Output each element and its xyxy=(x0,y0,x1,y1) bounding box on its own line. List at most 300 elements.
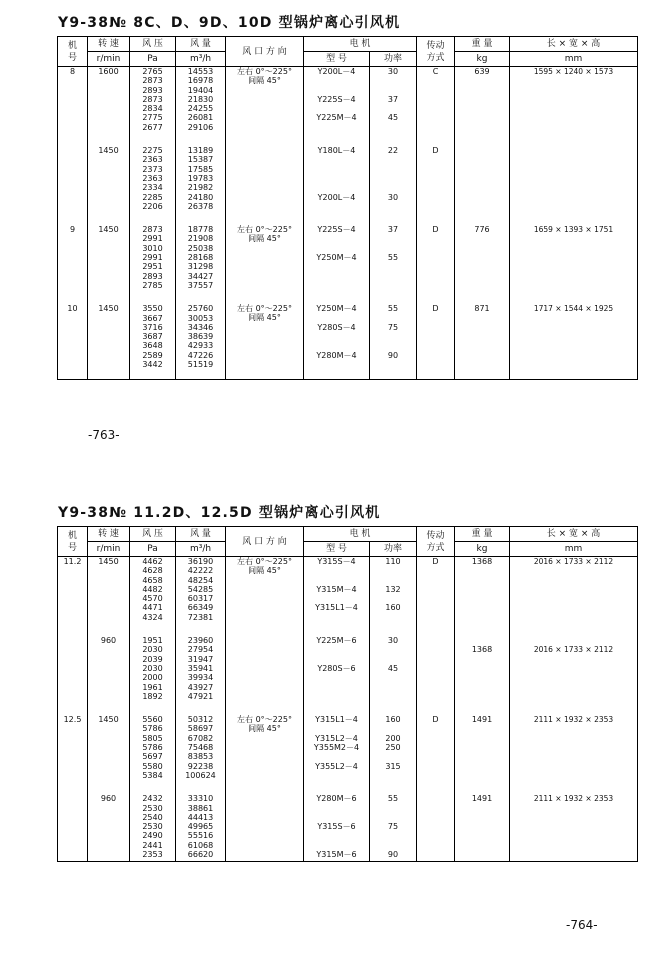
pressure-value: 2285 xyxy=(142,192,163,202)
pressure-value: 1961 xyxy=(142,682,163,692)
flow-value: 34346 xyxy=(187,322,214,332)
motor-power: 45 xyxy=(387,113,399,123)
outlet-direction-text: 左右 0°～225° 间隔 45° xyxy=(237,67,292,85)
cell-drive: D xyxy=(417,715,455,780)
cell-drive: C xyxy=(417,67,455,133)
group-spacer xyxy=(58,701,638,715)
flow-list xyxy=(176,794,225,859)
pressure-value: 2039 xyxy=(142,654,163,664)
flow-value: 29106 xyxy=(187,122,214,132)
flow-value: 28168 xyxy=(187,253,214,263)
motor-power: 37 xyxy=(387,225,399,235)
header-flow: 风 量 xyxy=(176,37,226,52)
header-outlet: 风 口 方 向 xyxy=(226,527,304,557)
motor-model: Y280S－6 xyxy=(317,663,356,673)
pressure-value: 2775 xyxy=(142,113,163,123)
motor-power: 132 xyxy=(385,584,401,594)
group-spacer xyxy=(58,369,638,380)
flow-value: 33310 xyxy=(187,794,214,804)
motor-power-list xyxy=(370,794,416,859)
motor-power: 75 xyxy=(387,822,399,832)
flow-value: 24180 xyxy=(187,192,214,202)
flow-value: 100624 xyxy=(185,770,216,780)
pressure-value: 3648 xyxy=(142,341,163,351)
flow-value: 19783 xyxy=(187,173,214,183)
header-pressure-unit: Pa xyxy=(130,52,176,67)
cell-drive: D xyxy=(417,304,455,369)
cell-weight xyxy=(455,304,510,369)
cell-motor-model xyxy=(304,794,370,859)
flow-value: 19404 xyxy=(187,85,214,95)
pressure-value: 5786 xyxy=(142,724,163,734)
motor-model-list xyxy=(304,146,369,202)
cell-machine-no xyxy=(58,794,88,859)
pressure-list xyxy=(130,146,175,211)
table-row xyxy=(58,715,638,780)
table-row xyxy=(58,557,638,623)
cell-motor-model xyxy=(304,67,370,133)
motor-power-list xyxy=(370,225,416,262)
pressure-value: 3667 xyxy=(142,313,163,323)
pressure-value: 2275 xyxy=(142,146,163,156)
header-weight-unit: kg xyxy=(455,52,510,67)
flow-list xyxy=(176,715,225,780)
pressure-list xyxy=(130,304,175,369)
cell-motor-power xyxy=(370,557,417,623)
flow-value: 72381 xyxy=(187,612,214,622)
flow-value: 27954 xyxy=(187,645,214,655)
header-weight: 重 量 xyxy=(455,37,510,52)
cell-outlet-direction xyxy=(226,67,304,133)
pressure-value: 5580 xyxy=(142,761,163,771)
motor-model-list xyxy=(304,715,369,771)
motor-model: Y280M－6 xyxy=(316,794,357,804)
dimensions-value: 2016 × 1733 × 2112 xyxy=(533,645,614,655)
cell-flow xyxy=(176,67,226,133)
flow-value: 26081 xyxy=(187,113,214,123)
outlet-direction-text: 左右 0°～225° 间隔 45° xyxy=(237,557,292,575)
header-motor: 电 机 xyxy=(304,37,417,52)
motor-model: Y200L－4 xyxy=(317,192,356,202)
cell-drive: D xyxy=(417,225,455,290)
pressure-value: 2030 xyxy=(142,663,163,673)
cell-pressure xyxy=(130,304,176,369)
cell-outlet-direction xyxy=(226,557,304,623)
motor-model: Y315S－4 xyxy=(317,557,356,566)
pressure-value: 2030 xyxy=(142,645,163,655)
pressure-value: 2991 xyxy=(142,234,163,244)
cell-pressure xyxy=(130,146,176,211)
cell-machine-no: 10 xyxy=(58,304,88,369)
dimensions-value: 2111 × 1932 × 2353 xyxy=(533,794,614,804)
pressure-value: 2893 xyxy=(142,271,163,281)
flow-value: 55516 xyxy=(187,831,214,841)
cell-flow xyxy=(176,794,226,859)
motor-power-list xyxy=(370,557,416,613)
motor-power: 45 xyxy=(387,663,399,673)
cell-weight xyxy=(455,146,510,211)
flow-list xyxy=(176,636,225,701)
flow-value: 43927 xyxy=(187,682,214,692)
weight-value: 1491 xyxy=(471,794,493,804)
cell-pressure xyxy=(130,794,176,859)
motor-power: 30 xyxy=(387,67,399,76)
outlet-direction-text: 左右 0°～225° 间隔 45° xyxy=(237,715,292,734)
flow-value: 16978 xyxy=(187,76,214,86)
header-power: 功率 xyxy=(370,52,417,67)
motor-power: 37 xyxy=(387,94,399,104)
header-model: 型 号 xyxy=(304,542,370,557)
motor-model: Y200L－4 xyxy=(317,67,356,76)
cell-dims xyxy=(510,636,638,701)
cell-motor-model xyxy=(304,304,370,369)
weight-value: 776 xyxy=(474,225,490,235)
flow-value: 35941 xyxy=(187,663,214,673)
cell-weight xyxy=(455,67,510,133)
cell-pressure xyxy=(130,225,176,290)
motor-power: 30 xyxy=(387,636,399,646)
header-pressure: 风 压 xyxy=(130,37,176,52)
header-pressure: 风 压 xyxy=(130,527,176,542)
cell-flow xyxy=(176,636,226,701)
motor-power-list xyxy=(370,304,416,360)
cell-machine-no: 8 xyxy=(58,67,88,133)
cell-outlet-direction xyxy=(226,715,304,780)
pressure-value: 4658 xyxy=(142,575,163,585)
pressure-value: 4628 xyxy=(142,566,163,576)
flow-value: 37557 xyxy=(187,280,214,290)
header-speed: 转 速 xyxy=(88,527,130,542)
pressure-value: 4471 xyxy=(142,603,163,613)
pressure-value: 2206 xyxy=(142,201,163,211)
pressure-value: 3550 xyxy=(142,304,163,314)
motor-power-list xyxy=(370,146,416,202)
motor-power: 315 xyxy=(385,761,401,771)
table1-body xyxy=(58,67,638,380)
header-weight: 重 量 xyxy=(455,527,510,542)
dimensions-value: 2111 × 1932 × 2353 xyxy=(533,715,614,725)
cell-outlet-direction xyxy=(226,146,304,211)
cell-weight xyxy=(455,715,510,780)
pressure-value: 2873 xyxy=(142,76,163,86)
weight-value: 639 xyxy=(474,67,490,76)
cell-machine-no: 12.5 xyxy=(58,715,88,780)
pressure-value: 5560 xyxy=(142,715,163,725)
flow-value: 67082 xyxy=(187,733,214,743)
cell-pressure xyxy=(130,636,176,701)
pressure-value: 3716 xyxy=(142,322,163,332)
flow-value: 13189 xyxy=(187,146,214,156)
pressure-list xyxy=(130,67,175,132)
cell-weight xyxy=(455,557,510,623)
motor-model: Y225M－6 xyxy=(316,636,357,646)
cell-motor-power xyxy=(370,304,417,369)
pressure-value: 2677 xyxy=(142,122,163,132)
flow-value: 48254 xyxy=(187,575,214,585)
pressure-value: 4482 xyxy=(142,584,163,594)
page-number-763: -763- xyxy=(88,428,120,442)
pressure-value: 1892 xyxy=(142,691,163,701)
header-speed: 转 速 xyxy=(88,37,130,52)
flow-value: 75468 xyxy=(187,743,214,753)
flow-value: 44413 xyxy=(187,812,214,822)
motor-model: Y180L－4 xyxy=(317,146,356,156)
flow-value: 66620 xyxy=(187,850,214,860)
motor-model-list xyxy=(304,304,369,360)
pressure-value: 2951 xyxy=(142,262,163,272)
pressure-list xyxy=(130,715,175,780)
pressure-list xyxy=(130,225,175,290)
motor-model: Y250M－4 xyxy=(316,304,357,314)
pressure-value: 3687 xyxy=(142,332,163,342)
table-row xyxy=(58,146,638,211)
header-speed-unit: r/min xyxy=(88,542,130,557)
header-flow-unit: m³/h xyxy=(176,542,226,557)
fan-spec-table-2 xyxy=(57,526,638,862)
flow-value: 47921 xyxy=(187,691,214,701)
pressure-value: 2589 xyxy=(142,350,163,360)
cell-speed: 1450 xyxy=(88,715,130,780)
flow-value: 31947 xyxy=(187,654,214,664)
motor-power: 22 xyxy=(387,146,399,156)
flow-value: 49965 xyxy=(187,822,214,832)
motor-power: 90 xyxy=(387,350,399,360)
pressure-value: 2490 xyxy=(142,831,163,841)
pressure-value: 2834 xyxy=(142,104,163,114)
cell-speed: 1600 xyxy=(88,67,130,133)
flow-value: 21830 xyxy=(187,94,214,104)
flow-list xyxy=(176,67,225,132)
header-motor: 电 机 xyxy=(304,527,417,542)
motor-power: 160 xyxy=(385,715,401,725)
header-model: 型 号 xyxy=(304,52,370,67)
flow-value: 15387 xyxy=(187,155,214,165)
flow-value: 14553 xyxy=(187,67,214,76)
header-outlet: 风 口 方 向 xyxy=(226,37,304,67)
pressure-value: 2353 xyxy=(142,850,163,860)
pressure-value: 5384 xyxy=(142,770,163,780)
pressure-value: 2441 xyxy=(142,840,163,850)
pressure-value: 1951 xyxy=(142,636,163,646)
flow-list xyxy=(176,557,225,622)
header-dims-unit: mm xyxy=(510,542,638,557)
header-drive: 传动 方式 xyxy=(417,527,455,557)
cell-drive xyxy=(417,636,455,701)
cell-dims xyxy=(510,557,638,623)
pressure-value: 2363 xyxy=(142,173,163,183)
cell-motor-power xyxy=(370,636,417,701)
table2-title: Y9-38№ 11.2D、12.5D 型锅炉离心引风机 xyxy=(58,505,381,521)
pressure-value: 2893 xyxy=(142,85,163,95)
header-flow-unit: m³/h xyxy=(176,52,226,67)
motor-model: Y225S－4 xyxy=(317,94,356,104)
pressure-value: 2373 xyxy=(142,164,163,174)
flow-value: 17585 xyxy=(187,164,214,174)
pressure-value: 2785 xyxy=(142,280,163,290)
dimensions-value: 1595 × 1240 × 1573 xyxy=(533,67,614,76)
cell-outlet-direction xyxy=(226,225,304,290)
cell-pressure xyxy=(130,715,176,780)
pressure-value: 2991 xyxy=(142,253,163,263)
flow-value: 34427 xyxy=(187,271,214,281)
group-spacer xyxy=(58,780,638,794)
cell-speed: 1450 xyxy=(88,225,130,290)
header-machine-no: 机 号 xyxy=(58,527,88,557)
cell-speed: 960 xyxy=(88,636,130,701)
cell-motor-model xyxy=(304,715,370,780)
motor-model-list xyxy=(304,225,369,262)
cell-speed: 1450 xyxy=(88,557,130,623)
cell-dims xyxy=(510,715,638,780)
pressure-value: 5697 xyxy=(142,752,163,762)
header-pressure-unit: Pa xyxy=(130,542,176,557)
flow-value: 58697 xyxy=(187,724,214,734)
cell-machine-no: 11.2 xyxy=(58,557,88,623)
pressure-value: 2873 xyxy=(142,94,163,104)
pressure-value: 2765 xyxy=(142,67,163,76)
motor-model: Y355M2－4 xyxy=(313,743,360,753)
flow-value: 66349 xyxy=(187,603,214,613)
motor-model: Y315L2－4 xyxy=(315,733,358,743)
group-spacer xyxy=(58,132,638,146)
header-power: 功率 xyxy=(370,542,417,557)
motor-model: Y280M－4 xyxy=(316,350,357,360)
cell-pressure xyxy=(130,67,176,133)
motor-power: 200 xyxy=(385,733,401,743)
header-weight-unit: kg xyxy=(455,542,510,557)
cell-weight xyxy=(455,794,510,859)
motor-power-list xyxy=(370,636,416,673)
table2-body xyxy=(58,557,638,862)
group-spacer xyxy=(58,290,638,304)
flow-value: 42222 xyxy=(187,566,214,576)
cell-machine-no: 9 xyxy=(58,225,88,290)
header-dims: 长 × 宽 × 高 xyxy=(510,527,638,542)
pressure-list xyxy=(130,636,175,701)
dimensions-value: 1659 × 1393 × 1751 xyxy=(533,225,614,235)
pressure-value: 2334 xyxy=(142,183,163,193)
cell-motor-power xyxy=(370,794,417,859)
header-machine-no: 机 号 xyxy=(58,37,88,67)
pressure-value: 2530 xyxy=(142,803,163,813)
cell-dims xyxy=(510,67,638,133)
page-number-764: -764- xyxy=(566,918,598,932)
flow-value: 25760 xyxy=(187,304,214,314)
flow-value: 25038 xyxy=(187,243,214,253)
motor-power-list xyxy=(370,67,416,123)
group-spacer xyxy=(58,211,638,225)
cell-speed: 1450 xyxy=(88,304,130,369)
flow-value: 18778 xyxy=(187,225,214,235)
flow-list xyxy=(176,225,225,290)
pressure-value: 5805 xyxy=(142,733,163,743)
cell-motor-model xyxy=(304,146,370,211)
cell-drive: D xyxy=(417,557,455,623)
flow-value: 50312 xyxy=(187,715,214,725)
flow-value: 47226 xyxy=(187,350,214,360)
motor-model-list xyxy=(304,794,369,859)
motor-power: 250 xyxy=(385,743,401,753)
weight-value: 871 xyxy=(474,304,490,314)
flow-value: 21908 xyxy=(187,234,214,244)
pressure-list xyxy=(130,794,175,859)
fan-spec-table-1 xyxy=(57,36,638,380)
motor-model: Y355L2－4 xyxy=(315,761,358,771)
flow-list xyxy=(176,304,225,369)
flow-value: 38639 xyxy=(187,332,214,342)
motor-model: Y315S－6 xyxy=(317,822,356,832)
cell-drive: D xyxy=(417,146,455,211)
cell-flow xyxy=(176,304,226,369)
cell-outlet-direction xyxy=(226,304,304,369)
motor-power: 30 xyxy=(387,192,399,202)
flow-value: 31298 xyxy=(187,262,214,272)
cell-drive xyxy=(417,794,455,859)
pressure-value: 4570 xyxy=(142,594,163,604)
cell-speed: 1450 xyxy=(88,146,130,211)
flow-value: 24255 xyxy=(187,104,214,114)
weight-value: 1491 xyxy=(471,715,493,725)
motor-model: Y225S－4 xyxy=(317,225,356,235)
header-flow: 风 量 xyxy=(176,527,226,542)
cell-dims xyxy=(510,146,638,211)
motor-power: 55 xyxy=(387,794,399,804)
pressure-value: 2530 xyxy=(142,822,163,832)
pressure-value: 2540 xyxy=(142,812,163,822)
cell-motor-power xyxy=(370,146,417,211)
flow-value: 30053 xyxy=(187,313,214,323)
cell-motor-model xyxy=(304,225,370,290)
table1-title: Y9-38№ 8C、D、9D、10D 型锅炉离心引风机 xyxy=(58,15,401,31)
cell-motor-power xyxy=(370,67,417,133)
table-row xyxy=(58,794,638,859)
motor-model: Y315M－6 xyxy=(316,850,357,860)
flow-value: 39934 xyxy=(187,673,214,683)
motor-model: Y315L1－4 xyxy=(315,603,358,613)
pressure-list xyxy=(130,557,175,622)
motor-model-list xyxy=(304,636,369,673)
weight-value: 1368 xyxy=(471,557,493,566)
flow-value: 38861 xyxy=(187,803,214,813)
flow-value: 54285 xyxy=(187,584,214,594)
motor-power: 75 xyxy=(387,322,399,332)
cell-dims xyxy=(510,225,638,290)
motor-power: 90 xyxy=(387,850,399,860)
motor-power: 55 xyxy=(387,304,399,314)
dimensions-value: 2016 × 1733 × 2112 xyxy=(533,557,614,566)
pressure-value: 3010 xyxy=(142,243,163,253)
cell-weight xyxy=(455,225,510,290)
cell-flow xyxy=(176,146,226,211)
table-row xyxy=(58,636,638,701)
group-spacer xyxy=(58,622,638,636)
dimensions-value: 1717 × 1544 × 1925 xyxy=(533,304,614,314)
cell-dims xyxy=(510,794,638,859)
motor-power: 55 xyxy=(387,253,399,263)
cell-outlet-direction xyxy=(226,636,304,701)
motor-model: Y315L1－4 xyxy=(315,715,358,725)
motor-model: Y225M－4 xyxy=(316,113,357,123)
motor-model-list xyxy=(304,557,369,613)
motor-power: 160 xyxy=(385,603,401,613)
pressure-value: 4462 xyxy=(142,557,163,566)
pressure-value: 4324 xyxy=(142,612,163,622)
weight-value: 1368 xyxy=(471,645,493,655)
flow-value: 23960 xyxy=(187,636,214,646)
cell-motor-power xyxy=(370,715,417,780)
motor-power: 110 xyxy=(385,557,401,566)
cell-flow xyxy=(176,225,226,290)
